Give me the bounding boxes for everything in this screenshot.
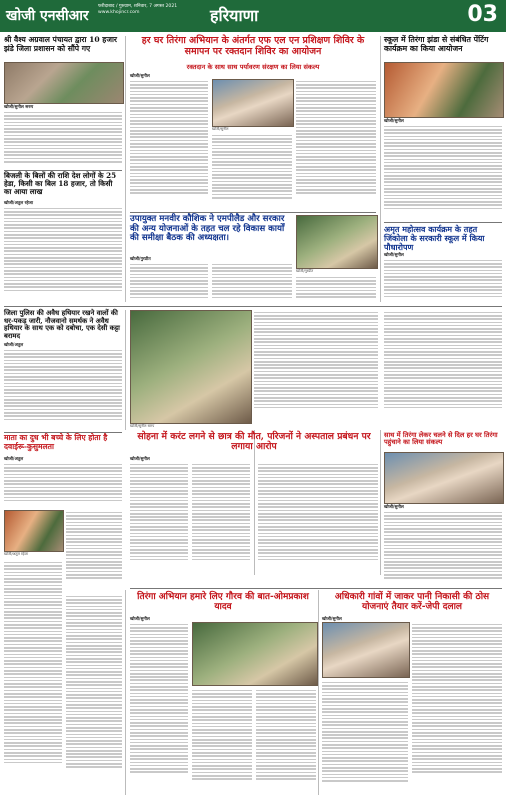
article-body-text [384, 258, 502, 302]
article-body-text [66, 594, 122, 795]
column-divider [380, 36, 381, 302]
article-body-text [254, 310, 378, 422]
headline-pride: तिरंगा अभियान हमारे लिए गौरव की बात-ओमप्रकाश यादव [137, 592, 309, 613]
byline: खोजी/सुनील [130, 74, 150, 79]
photo-review-meeting [296, 215, 378, 269]
article-body-text [130, 79, 208, 209]
edition-meta [98, 4, 177, 16]
section-title: हरियाणा [210, 6, 259, 25]
article-body-text [296, 275, 376, 302]
headline-school-flag: स्कूल में तिरंगा झंडा से संबंधित पेंटिंग कार्यक्रम का किया आयोजन [384, 35, 489, 53]
photo-caption: खोजी/अतुल रहेजा [4, 552, 29, 556]
article-body-text [296, 79, 376, 209]
headline-solar-pump: श्री वैश्य अग्रवाल पंचायत द्वारा 10 हजार झंडे जिला प्रशासन को सौंपे गए [4, 35, 118, 53]
article-body-text [66, 510, 122, 590]
divider [130, 588, 502, 589]
headline-district-scheme: जिला पुलिस की अवैध हथियार रखने वालों की धर-पकड़ जारी, नौजवानो समर्थक ने अवैध हथियार के साथ एक को दबोचा, एक देसी कट्टा बरामद [4, 309, 120, 340]
article-body-text [4, 348, 122, 430]
photo-caption: खोजी/सुनील [212, 127, 229, 131]
photo-tiranga-walk [384, 452, 504, 504]
byline: खोजी/अतुल रहेजा [4, 201, 33, 206]
article-body-text [322, 680, 408, 795]
article-body-text [384, 510, 502, 590]
article-body-text [412, 622, 502, 795]
article-body-text [192, 688, 252, 795]
divider [130, 212, 376, 213]
edition-website: www.khojincr.com [98, 10, 140, 15]
photo-blood-donation [212, 79, 294, 127]
byline: खोजी/अतुल [4, 343, 24, 348]
article-body-text [258, 462, 378, 574]
article-body-text [4, 462, 122, 508]
byline: खोजी/सुनील [384, 119, 404, 124]
byline: खोजी/अतुल [4, 457, 24, 462]
headline-tiranga-walk: साथ में तिरंगा लेकर चलने से दिल हर घर तिरंगा पहुंचाने का लिया संकल्प [384, 431, 498, 447]
photo-tiranga-campaign [192, 622, 318, 686]
page-number: 03 [467, 2, 498, 27]
article-body-text [130, 622, 188, 795]
column-divider [125, 36, 126, 302]
photo-officers-meeting [322, 622, 410, 678]
photo-caption: खोजी/गुरप्रीत [296, 269, 314, 273]
divider [4, 306, 502, 307]
byline: खोजी/सुनील [130, 617, 150, 622]
column-divider [380, 430, 381, 575]
article-body-text [4, 110, 122, 168]
byline: खोजी/सुनील [384, 253, 404, 258]
article-body-text [212, 133, 292, 209]
photo-parents-hospital [130, 310, 252, 424]
brand-logo: खोजी एनसीआर [6, 8, 89, 24]
photo-flag-handover [4, 62, 124, 104]
subheadline: रक्तदान के साथ साथ पर्यावरण संरक्षण का लिया संकल्प [186, 63, 320, 71]
headline-mata-puja: माता का दुध भी बच्चे के लिए होता है दवाईरू-कुसुमलता [4, 433, 108, 451]
byline: खोजी/सुनील सरुप [4, 105, 34, 110]
article-body-text [130, 462, 188, 574]
byline: खोजी/सुनील [322, 617, 342, 622]
article-body-text [192, 462, 250, 574]
byline: खोजी/सुनील [384, 505, 404, 510]
photo-school-painting [384, 62, 504, 118]
article-body-text [256, 688, 316, 795]
column-divider [318, 590, 319, 795]
photo-health-camp [4, 510, 64, 552]
article-body-text [4, 206, 122, 302]
headline-officers: अधिकारी गांवों में जाकर पानी निकासी की ठोस योजनाएं तैयार करें-जेपी दलाल [334, 592, 490, 613]
article-body-text [4, 560, 62, 795]
headline-sohna-death: सोहना में करंट लगने से छात्र की मौत, परिजनों ने अस्पताल प्रबंधन पर लगाया आरोप [137, 431, 371, 453]
masthead [0, 0, 506, 32]
headline-mahotsav: अमृत महोत्सव कार्यक्रम के तहत जिंकोला के सरकारी स्कूल में किया पौधारोपण [384, 224, 485, 252]
column-divider [125, 310, 126, 430]
column-divider [125, 590, 126, 795]
edition-date: फरीदाबाद / गुरुग्राम, शनिवार, 7 अगस्त 2021 [98, 4, 178, 9]
photo-caption: खोजी/सुनील सरुप [130, 424, 155, 428]
divider [384, 222, 502, 223]
byline: खोजी/गुरप्रीत [130, 257, 151, 262]
headline-yojana-review: उपायुक्त मनवीर कौशिक ने एमपीलैड और सरकार की अन्य योजनाओं के तहत चल रहे विकास कार्यों की समीक्षा बैठक की अध्यक्षता। [130, 214, 285, 244]
article-body-text [130, 262, 208, 302]
article-body-text [384, 124, 502, 220]
article-body-text [384, 310, 502, 422]
article-body-text [212, 262, 292, 302]
headline-electricity: बिजली के बिलों की राशि देश लोगों के 25 हेडा, किसी का बिल 18 हजार, तो किसी का आया लाख [4, 171, 117, 197]
headline-tiranga-training: हर घर तिरंगा अभियान के अंतर्गत एफ एल एन प्रशिक्षण शिविर के समापन पर रक्तदान शिविर का आयोजन [141, 35, 365, 57]
byline: खोजी/सुनील [130, 457, 150, 462]
